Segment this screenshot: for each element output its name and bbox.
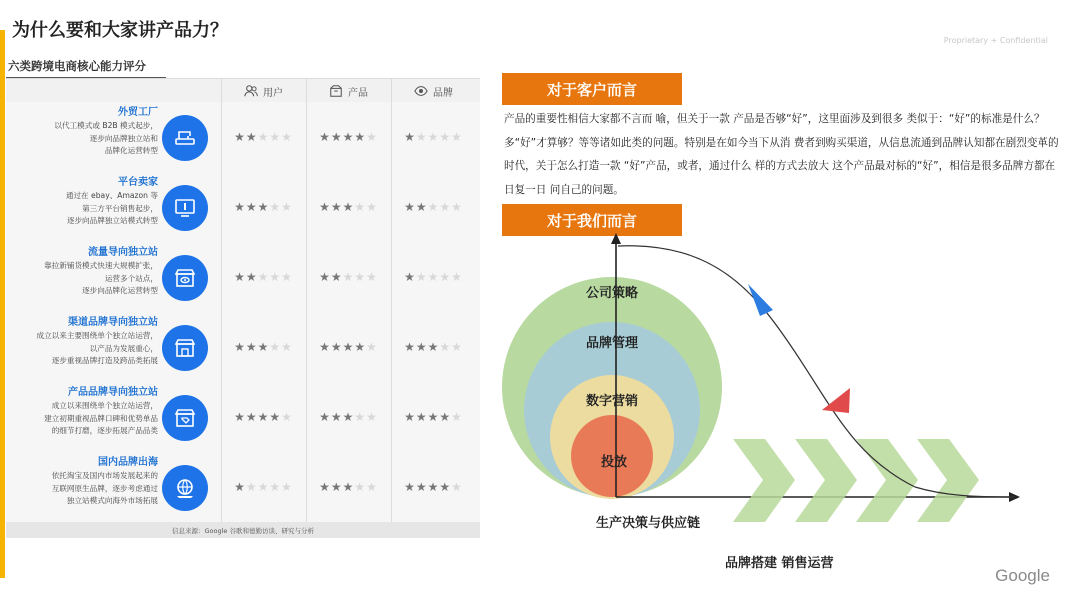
- star-filled-icon: ★: [439, 410, 452, 424]
- star-filled-icon: ★: [245, 340, 258, 354]
- rating-users: [221, 452, 305, 522]
- star-filled-icon: ★: [234, 410, 246, 424]
- star-filled-icon: ★: [234, 270, 246, 284]
- star-empty-icon: ★: [281, 340, 293, 354]
- page-title: 为什么要和大家讲产品力？: [12, 20, 228, 41]
- star-empty-icon: ★: [427, 130, 440, 144]
- star-filled-icon: ★: [342, 340, 355, 354]
- row-description: 成立以来围绕单个独立站运营， 建立初期重视品牌口碑和优势单品 的细节打磨，逐步拓展产品品类: [44, 401, 158, 435]
- star-filled-icon: ★: [257, 340, 270, 354]
- column-label-brand: 品牌: [433, 87, 453, 99]
- table-row: [6, 242, 480, 314]
- star-empty-icon: ★: [281, 270, 293, 284]
- rating-product: [306, 452, 390, 522]
- row-description: 成立以来主要围绕单个独立站运营， 以产品为发展重心， 逐步重视品牌打造及跨品类拓展: [36, 331, 158, 365]
- star-empty-icon: ★: [269, 340, 282, 354]
- star-empty-icon: ★: [415, 270, 428, 284]
- star-filled-icon: ★: [330, 480, 343, 494]
- star-empty-icon: ★: [269, 270, 282, 284]
- rating-users: [221, 102, 305, 172]
- table-row: [6, 102, 480, 174]
- row-description-block: [8, 106, 158, 158]
- row-description: 以代工模式或 B2B 模式起步， 逐步向品牌独立站和 品牌化运营转型: [54, 121, 158, 155]
- star-empty-icon: ★: [245, 480, 258, 494]
- star-empty-icon: ★: [366, 410, 378, 424]
- star-filled-icon: ★: [330, 340, 343, 354]
- rating-users: [221, 242, 305, 312]
- row-description: 靠拉新铺货模式快速大规模扩张， 运营多个站点， 逐步向品牌化运营转型: [44, 261, 158, 295]
- star-filled-icon: ★: [404, 130, 416, 144]
- rating-brand: [391, 312, 475, 382]
- star-filled-icon: ★: [415, 200, 428, 214]
- chevron-arrow: [795, 439, 857, 522]
- confidential-watermark: Proprietary + Confidential: [943, 36, 1048, 45]
- sewing-machine-icon: [162, 115, 208, 161]
- row-name: 渠道品牌导向独立站: [68, 317, 158, 328]
- star-filled-icon: ★: [330, 270, 343, 284]
- rating-users: [221, 312, 305, 382]
- google-logo: Google: [995, 566, 1050, 585]
- star-empty-icon: ★: [257, 480, 270, 494]
- product-power-diagram: [495, 232, 1055, 582]
- table-row: [6, 172, 480, 244]
- star-filled-icon: ★: [439, 480, 452, 494]
- row-description-block: [8, 246, 158, 298]
- bottom-label: 品牌搭建 销售运营: [725, 556, 834, 571]
- star-filled-icon: ★: [319, 130, 331, 144]
- table-row: [6, 312, 480, 384]
- row-name: 产品品牌导向独立站: [68, 387, 158, 398]
- accent-bar: [0, 30, 5, 578]
- star-empty-icon: ★: [451, 270, 463, 284]
- row-name: 流量导向独立站: [88, 247, 158, 258]
- chevron-arrow: [733, 439, 795, 522]
- row-name: 平台卖家: [118, 177, 158, 188]
- star-filled-icon: ★: [415, 340, 428, 354]
- star-filled-icon: ★: [319, 410, 331, 424]
- label-digital-marketing: 数字营销: [586, 394, 639, 409]
- star-empty-icon: ★: [451, 410, 463, 424]
- label-ad-placement: 投放: [601, 455, 628, 470]
- column-label-product: 产品: [348, 87, 368, 99]
- monitor-icon: [162, 185, 208, 231]
- row-name: 外贸工厂: [118, 107, 158, 118]
- rating-brand: [391, 102, 475, 172]
- storefront-icon: [162, 325, 208, 371]
- star-empty-icon: ★: [257, 130, 270, 144]
- table-row: [6, 452, 480, 524]
- star-filled-icon: ★: [319, 200, 331, 214]
- star-filled-icon: ★: [245, 270, 258, 284]
- rating-product: [306, 102, 390, 172]
- rating-brand: [391, 452, 475, 522]
- rating-product: [306, 382, 390, 452]
- customer-heading-box: [502, 73, 682, 105]
- x-axis-label: 生产决策与供应链: [596, 516, 701, 531]
- customer-paragraph: 产品的重要性相信大家都不言而 喻，但关于一款 产品是否够“好”，这里面涉及到很多 类似于：“好”的标准是什么？多“好”才算够？等等诸如此类的问题。特别是在如今当下从消 费者到购买渠道，从信息流通到品牌认知都在剧烈变革的时代，关于怎么打造一款 “好”产品，或者，通过什么 样的方式去放大 这个产品最对标的“好”，相信是很多品牌方都在日复一日 问自己的问题。: [504, 113, 1059, 196]
- star-filled-icon: ★: [415, 480, 428, 494]
- star-empty-icon: ★: [451, 480, 463, 494]
- rating-brand: [391, 382, 475, 452]
- star-filled-icon: ★: [415, 410, 428, 424]
- star-filled-icon: ★: [342, 410, 355, 424]
- row-description-block: [8, 456, 158, 508]
- star-filled-icon: ★: [257, 410, 270, 424]
- star-empty-icon: ★: [439, 270, 452, 284]
- star-filled-icon: ★: [427, 340, 440, 354]
- star-empty-icon: ★: [269, 480, 282, 494]
- label-company-strategy: 公司策略: [586, 286, 639, 301]
- star-empty-icon: ★: [451, 200, 463, 214]
- star-filled-icon: ★: [427, 410, 440, 424]
- star-empty-icon: ★: [427, 200, 440, 214]
- star-empty-icon: ★: [354, 200, 367, 214]
- star-empty-icon: ★: [354, 480, 367, 494]
- star-filled-icon: ★: [245, 200, 258, 214]
- users-icon: [244, 84, 258, 98]
- store-eye-icon: [162, 255, 208, 301]
- column-header-brand: [391, 79, 475, 103]
- star-empty-icon: ★: [269, 200, 282, 214]
- us-heading: 对于我们而言: [546, 211, 637, 230]
- chevron-arrow-group: [733, 439, 979, 522]
- globe-ship-icon: [162, 465, 208, 511]
- star-empty-icon: ★: [366, 130, 378, 144]
- label-brand-management: 品牌管理: [586, 336, 639, 351]
- star-empty-icon: ★: [439, 340, 452, 354]
- table-header: [6, 78, 480, 103]
- star-empty-icon: ★: [257, 270, 270, 284]
- star-empty-icon: ★: [269, 130, 282, 144]
- star-empty-icon: ★: [451, 340, 463, 354]
- store-tag-icon: [162, 395, 208, 441]
- star-filled-icon: ★: [234, 130, 246, 144]
- star-filled-icon: ★: [427, 480, 440, 494]
- eye-icon: [414, 84, 428, 98]
- star-filled-icon: ★: [404, 270, 416, 284]
- star-filled-icon: ★: [319, 270, 331, 284]
- capability-score-table: [6, 52, 480, 538]
- blue-arrow-marker: [748, 284, 773, 316]
- row-description: 通过在 ebay、Amazon 等 第三方平台销售起步， 逐步向品牌独立站模式转型: [65, 191, 158, 225]
- star-filled-icon: ★: [319, 340, 331, 354]
- star-empty-icon: ★: [366, 270, 378, 284]
- star-filled-icon: ★: [404, 200, 416, 214]
- star-empty-icon: ★: [342, 270, 355, 284]
- star-filled-icon: ★: [330, 200, 343, 214]
- star-filled-icon: ★: [354, 340, 367, 354]
- star-filled-icon: ★: [330, 410, 343, 424]
- row-description: 依托淘宝及国内市场发展起来的 互联网原生品牌，逐步考虑通过 独立站模式向海外市场拓展: [51, 471, 158, 505]
- row-description-block: [8, 176, 158, 228]
- star-empty-icon: ★: [366, 200, 378, 214]
- star-filled-icon: ★: [354, 130, 367, 144]
- rating-users: [221, 382, 305, 452]
- rating-product: [306, 242, 390, 312]
- star-filled-icon: ★: [319, 480, 331, 494]
- star-filled-icon: ★: [234, 480, 246, 494]
- column-header-product: [306, 79, 390, 103]
- rating-brand: [391, 172, 475, 242]
- star-filled-icon: ★: [245, 130, 258, 144]
- star-filled-icon: ★: [269, 410, 282, 424]
- star-empty-icon: ★: [427, 270, 440, 284]
- chevron-arrow: [917, 439, 979, 522]
- table-row: [6, 382, 480, 454]
- star-filled-icon: ★: [342, 200, 355, 214]
- table-title: 六类跨境电商核心能力评分: [8, 59, 146, 73]
- star-empty-icon: ★: [439, 200, 452, 214]
- row-description-block: [8, 316, 158, 368]
- star-filled-icon: ★: [404, 410, 416, 424]
- star-filled-icon: ★: [404, 340, 416, 354]
- rating-product: [306, 312, 390, 382]
- product-box-icon: [329, 84, 343, 98]
- star-empty-icon: ★: [366, 480, 378, 494]
- star-filled-icon: ★: [234, 340, 246, 354]
- star-filled-icon: ★: [245, 410, 258, 424]
- table-source-note: 信息来源：Google 谷歌和德勤访谈、研究与分析: [6, 522, 480, 538]
- star-filled-icon: ★: [330, 130, 343, 144]
- diagram-canvas: [495, 232, 1055, 582]
- star-filled-icon: ★: [404, 480, 416, 494]
- star-filled-icon: ★: [257, 200, 270, 214]
- column-header-users: [221, 79, 305, 103]
- rating-brand: [391, 242, 475, 312]
- column-label-users: 用户: [263, 87, 283, 99]
- star-filled-icon: ★: [342, 130, 355, 144]
- star-empty-icon: ★: [415, 130, 428, 144]
- y-axis-arrowhead: [611, 233, 621, 244]
- star-empty-icon: ★: [281, 480, 293, 494]
- star-empty-icon: ★: [451, 130, 463, 144]
- rating-users: [221, 172, 305, 242]
- star-empty-icon: ★: [366, 340, 378, 354]
- row-description-block: [8, 386, 158, 438]
- rating-product: [306, 172, 390, 242]
- star-empty-icon: ★: [281, 410, 293, 424]
- star-filled-icon: ★: [342, 480, 355, 494]
- star-empty-icon: ★: [281, 130, 293, 144]
- star-empty-icon: ★: [354, 270, 367, 284]
- star-empty-icon: ★: [354, 410, 367, 424]
- customer-heading: 对于客户而言: [546, 80, 637, 99]
- star-filled-icon: ★: [234, 200, 246, 214]
- star-empty-icon: ★: [281, 200, 293, 214]
- star-empty-icon: ★: [439, 130, 452, 144]
- row-name: 国内品牌出海: [98, 457, 158, 468]
